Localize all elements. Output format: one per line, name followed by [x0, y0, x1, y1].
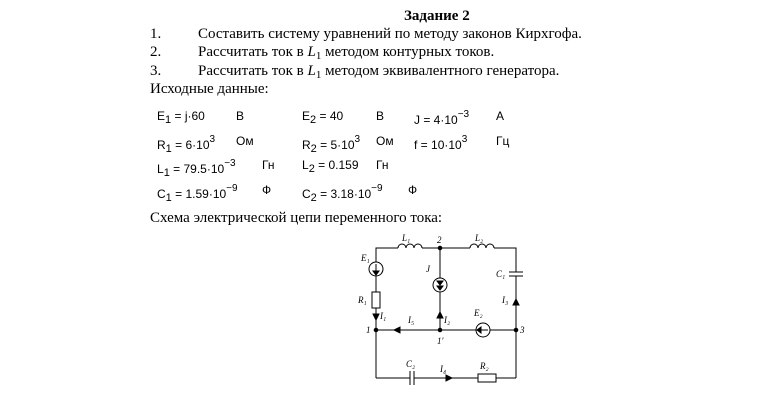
source-E2-arrow-head: [477, 327, 481, 333]
task-item-3: [150, 63, 559, 81]
unit-R1: Ом: [236, 134, 254, 148]
unit-R2: Ом: [376, 134, 394, 148]
label-I5: I₅: [408, 315, 415, 325]
node-dot: [438, 328, 442, 332]
current-I4-arrow: [446, 375, 452, 381]
task-text-pre: Рассчитать ток в: [198, 44, 308, 60]
unit-E1: В: [236, 109, 245, 123]
param-C1: $C1 = 1.59\cdot 10^{-9}$: [157, 183, 238, 204]
unit-C2: Ф: [408, 183, 418, 197]
param-R1: $R1 = 6\cdot 10^3$: [157, 134, 216, 155]
current-I1-arrow: [373, 314, 379, 320]
task-text-post: методом контурных токов.: [321, 44, 495, 60]
inductor-L1: [398, 244, 422, 248]
task-number: 2.: [150, 44, 162, 60]
task-number: 3.: [150, 63, 162, 79]
param-f: $f = 10\cdot 10^3$: [414, 134, 468, 152]
task-text: Составить систему уравнений по методу законов Кирхгофа.: [198, 26, 582, 42]
label-L2: L₂: [475, 233, 484, 243]
label-J: J: [426, 264, 430, 274]
param-J: $J = 4\cdot 10^{-3}$: [414, 109, 470, 127]
unit-E2: В: [376, 109, 385, 123]
label-node1: 1: [366, 325, 371, 335]
task-symbol-sub: 1: [315, 69, 322, 81]
label-R2: R₂: [480, 361, 489, 371]
param-R2: $R2 = 5\cdot 10^3$: [302, 134, 361, 155]
source-J-arrow-head: [437, 286, 443, 290]
label-I2: I₂: [444, 315, 451, 325]
param-L2: L2 = 0.159: [302, 158, 359, 175]
source-J-arrow-head: [437, 281, 443, 285]
label-R1: R₁: [358, 295, 367, 305]
current-I5-arrow: [394, 327, 400, 333]
unit-J: А: [496, 109, 505, 123]
task-symbol: L: [307, 63, 316, 79]
task-item-1: [150, 26, 582, 43]
source-data-heading: Исходные данные:: [150, 81, 269, 97]
task-symbol-sub: 1: [315, 50, 322, 62]
inductor-L2: [470, 244, 494, 248]
label-E2: E₂: [474, 308, 483, 318]
schema-heading: Схема электрической цепи переменного тока:: [150, 210, 443, 226]
label-I1: I₁: [380, 311, 387, 321]
param-E2: E2 = 40: [302, 109, 344, 126]
task-text-post: методом эквивалентного генератора.: [321, 63, 560, 79]
node-dot: [514, 328, 518, 332]
label-node2: 2: [437, 235, 442, 245]
param-L1: $L1 = 79.5\cdot 10^{-3}$: [157, 158, 236, 179]
task-text-pre: Рассчитать ток в: [198, 63, 308, 79]
label-node3: 3: [520, 325, 525, 335]
label-I3: I₃: [502, 295, 509, 305]
task-symbol: L: [307, 44, 316, 60]
resistor-R2: [478, 374, 496, 382]
label-node1-prime: 1': [437, 336, 444, 346]
source-E1-arrow-head: [373, 271, 379, 275]
node-dot: [374, 328, 378, 332]
node-dot: [438, 246, 442, 250]
resistor-R1: [372, 292, 380, 308]
circuit-diagram: [330, 228, 540, 398]
label-L1: L₁: [402, 233, 411, 243]
param-C2: $C2 = 3.18\cdot 10^{-9}$: [302, 183, 383, 204]
wire-top-left: [376, 248, 398, 262]
label-C2: C₂: [406, 359, 416, 369]
task-number: 1.: [150, 26, 162, 42]
unit-C1: Ф: [262, 183, 272, 197]
param-E1: E1 = j·60: [157, 109, 205, 126]
label-I4: I₄: [440, 364, 447, 374]
unit-f: Гц: [496, 134, 510, 148]
label-E1: E₁: [361, 253, 370, 263]
unit-L1: Гн: [262, 158, 275, 172]
label-C1: C₁: [496, 269, 506, 279]
current-I2-arrow: [437, 312, 443, 318]
page-title: Задание 2: [404, 8, 470, 24]
unit-L2: Гн: [376, 158, 389, 172]
task-item-2: [150, 44, 494, 62]
current-I3-arrow: [513, 299, 519, 305]
